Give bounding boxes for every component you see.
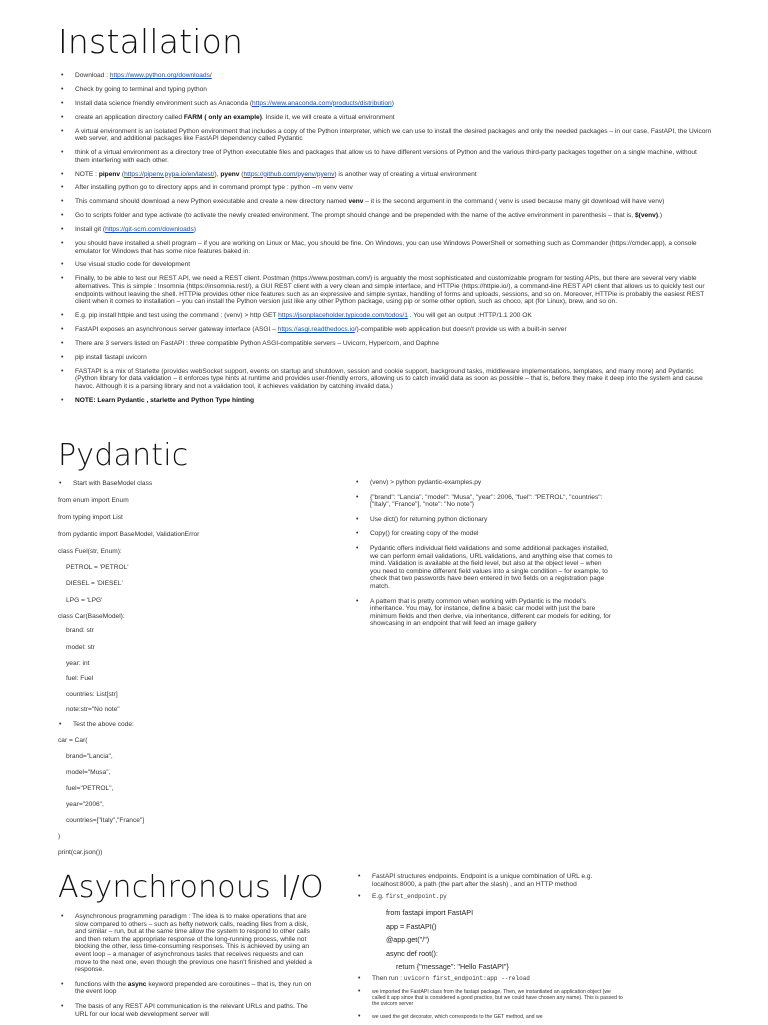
link[interactable]: https://www.python.org/downloads/ bbox=[109, 72, 212, 79]
code-note: • Test the above code: bbox=[73, 721, 134, 728]
text-segment: Install data science friendly environment such as Anaconda ( bbox=[75, 99, 253, 107]
text-segment: /)-compatible web application but doesn't provide us with a built-in server bbox=[354, 325, 567, 333]
async-notes-list bbox=[58, 913, 320, 1025]
pydantic-note bbox=[353, 494, 613, 509]
bold-text: FARM ( only an example) bbox=[183, 113, 262, 121]
text-segment: ) bbox=[391, 99, 394, 107]
code-line: class Fuel(str, Enum): bbox=[58, 548, 122, 555]
text-segment: Use visual studio code for development bbox=[75, 261, 191, 269]
text-segment: . Inside it, we will create a virtual environment bbox=[261, 113, 395, 121]
text-segment: (venv) > python pydantic-examples.py bbox=[370, 479, 482, 486]
installation-item bbox=[58, 226, 713, 234]
code-filename: first_endpoint.py bbox=[385, 893, 447, 901]
text-segment: E.g. bbox=[372, 893, 386, 901]
installation-item bbox=[58, 261, 713, 269]
pydantic-note bbox=[353, 530, 613, 538]
code-line: model="Musa", bbox=[66, 769, 111, 776]
code-line: print(car.json()) bbox=[58, 849, 103, 856]
bold-text: $(venv) bbox=[634, 212, 659, 220]
text-segment: ( bbox=[239, 170, 244, 178]
endpoint-note bbox=[355, 873, 625, 888]
installation-item bbox=[58, 326, 713, 334]
text-segment: keyword prepended are coroutines – that is, they run on the event loop bbox=[75, 980, 312, 996]
text-segment: Install git ( bbox=[75, 226, 106, 234]
text-segment: Finally, to be able to test our REST API, we need a REST client. Postman (https://www.postman.com/) is arguably the most sophisticated and customizable program for testing APIs, but there are several very viable alternatives. This is simple : Insomnia (https://insomnia.rest/), a GUI REST client with a very clean and simple interface, and HTTPie (https://httpie.io/), a command-line REST API client that allows us to quickly test our endpoints without leaving the shell. HTTPie provides other nice features such as an expressive and simple syntax, handling of forms and uploads, sessions, and so on. Moreover, HTTPie is probably the easiest REST client when it comes to installation – you can install the Python version just like any other Python package, using pip or some other option, such as choco, apt (for Linux), brew, and so on. bbox=[75, 275, 705, 306]
text-segment: Download : bbox=[75, 72, 110, 79]
bold-text: async bbox=[127, 980, 147, 988]
text-segment: we used the get decorator, which corresponds to the GET method, and we bbox=[372, 1013, 543, 1020]
async-note bbox=[58, 913, 320, 974]
pydantic-note bbox=[353, 598, 613, 628]
code-line: class Car(BaseModel): bbox=[58, 613, 125, 620]
text-segment: .) bbox=[658, 212, 663, 220]
text-segment: There are 3 servers listed on FastAPI : three compatible Python ASGI-compatible servers – Uvicorn, Hypercorn, and Daphne bbox=[75, 339, 439, 347]
code-line: DIESEL = 'DIESEL' bbox=[66, 580, 123, 587]
text-segment: After installing python go to directory apps and in command prompt type : python –m venv venv bbox=[75, 184, 353, 192]
installation-heading: Installation bbox=[58, 22, 244, 61]
bold-text: pipenv bbox=[98, 170, 121, 178]
installation-item bbox=[58, 86, 713, 94]
text-segment: we imported the FastAPI class from the fastapi package. Then, we instantiated an application object (we called it app since that is considered a good practice, but we could have chosen any name). This is passed to the uvicorn server bbox=[372, 988, 623, 1008]
installation-item bbox=[58, 149, 713, 164]
async-note bbox=[58, 981, 320, 996]
text-segment: The basis of any REST API communication is the relevant URLs and paths. The URL for our local web development server will bbox=[75, 1002, 308, 1018]
link[interactable]: https://jsonplaceholder.typicode.com/todos/1 bbox=[278, 312, 408, 320]
decorator-note bbox=[355, 1014, 625, 1020]
installation-item bbox=[58, 212, 713, 220]
installation-list bbox=[58, 72, 713, 411]
text-segment: ), bbox=[214, 170, 221, 178]
text-segment: A pattern that is pretty common when working with Pydantic is the model's inheritance. You may, for instance, define a basic car model with just the bare minimum fields and then derive, via inheritance, different car models for editing, for showcasing in an endpoint that will feed an image gallery bbox=[370, 597, 612, 628]
bold-text: pyenv bbox=[220, 170, 240, 178]
code-line: PETROL = 'PETROL' bbox=[66, 564, 129, 571]
fastapi-code-block bbox=[386, 906, 509, 974]
code-line: year="2006", bbox=[66, 801, 104, 808]
installation-item bbox=[58, 72, 713, 80]
link[interactable]: https://asgi.readthedocs.io bbox=[277, 325, 355, 333]
installation-item bbox=[58, 340, 713, 348]
installation-item bbox=[58, 171, 713, 179]
async-heading: Asynchronous I/O bbox=[58, 870, 324, 905]
code-line: async def root(): bbox=[386, 948, 438, 958]
text-segment: you should have installed a shell program – if you are working on Linux or Mac, you should be fine. On Windows, you can use Windows PowerShell or something such as Commander (https://cmder.app), a console emulator for Windows that has some nice features baked in. bbox=[75, 239, 697, 255]
code-line: from fastapi import FastAPI bbox=[386, 908, 474, 917]
pydantic-notes-list bbox=[353, 479, 613, 635]
code-line: from enum import Enum bbox=[58, 497, 129, 504]
installation-item bbox=[58, 198, 713, 206]
text-segment: FastAPI exposes an asynchronous server gateway interface (ASGI – bbox=[75, 325, 278, 333]
code-line: car = Car( bbox=[58, 737, 88, 744]
text-segment: Pydantic offers individual field validations and some additional packages installed, we can perform email validations, URL validations, and anything else that comes to mind. Validation is available at the field level, but also at the object level – when you need to combine different field values into a single condition – for example, to check that two passwords have been entered in two fields on a registration page match. bbox=[370, 544, 613, 590]
code-line: model: str bbox=[66, 644, 95, 651]
code-line: LPG = 'LPG' bbox=[66, 597, 103, 604]
pydantic-heading: Pydantic bbox=[58, 438, 189, 473]
code-line: year: int bbox=[66, 660, 90, 667]
installation-item bbox=[58, 128, 713, 143]
endpoint-run-list bbox=[355, 975, 625, 1020]
link[interactable]: https://git-scm.com/downloads bbox=[105, 226, 194, 234]
run-command-note bbox=[355, 975, 625, 983]
text-segment: functions with the bbox=[75, 980, 128, 988]
text-segment: Copy() for creating copy of the model bbox=[370, 530, 479, 538]
installation-item bbox=[58, 240, 713, 255]
code-line: ) bbox=[58, 833, 61, 840]
text-segment: FastAPI structures endpoints. Endpoint is a unique combination of URL e.g. localhost:8000, a path (the part after the slash) , and an HTTP method bbox=[372, 873, 593, 888]
text-segment: pip install fastapi uvicorn bbox=[75, 353, 147, 361]
text-segment: {"brand": "Lancia", "model": "Musa", "year": 2006, "fuel": "PETROL", "countries": ["Italy", "France"], "note": "No note"} bbox=[370, 493, 603, 509]
text-segment: Then run : bbox=[372, 975, 404, 982]
code-line: brand: str bbox=[66, 627, 94, 634]
text-segment: NOTE : bbox=[75, 170, 99, 178]
link[interactable]: https://github.com/pyenv/pyenv bbox=[243, 170, 335, 178]
text-segment: ) is another way of creating a virtual environment bbox=[334, 170, 477, 178]
code-line: from pydantic import BaseModel, ValidationError bbox=[58, 531, 200, 538]
code-line: app = FastAPI() bbox=[386, 921, 437, 931]
text-segment: – it is the second argument in the command ( venv is used because many git download will have venv) bbox=[363, 198, 665, 206]
text-segment: FASTAPI is a mix of Starlette (provides webSocket support, events on startup and shutdown, session and cookie support, background tasks, middleware implementations, templates, and many more) and Pydantic (Python library for data validation – it enforces type hints at runtime and provides user-friendly errors, allowing us to catch invalid data as soon as possible – that is, before they make it deep into the system and cause havoc. Although it is a parsing library and not a validation tool, it achieves validation by catching invalid data.) bbox=[75, 367, 703, 390]
text-segment: Use dict() for returning python dictionary bbox=[370, 515, 488, 523]
text-segment: Go to scripts folder and type activate (to activate the newly created environment. The prompt should change and be prepended with the name of the active environment in parenthesis – that is, bbox=[75, 212, 635, 220]
code-line: return {"message": "Hello FastAPI"} bbox=[396, 962, 509, 971]
code-line: fuel: Fuel bbox=[66, 675, 94, 682]
import-note bbox=[355, 989, 625, 1008]
text-segment: A virtual environment is an isolated Python environment that includes a copy of the Python interpreter, which we can use to install the desired packages and only the needed packages – in our case, FastAPI, the Uvicorn web server, and additional packages like FastAPI dependency called Pydantic bbox=[75, 127, 712, 143]
endpoint-note bbox=[355, 893, 625, 901]
run-command: uvicorn first_endpoint:app --reload bbox=[403, 975, 530, 982]
installation-item bbox=[58, 100, 713, 108]
installation-item bbox=[58, 114, 713, 122]
text-segment: Check by going to terminal and typing python bbox=[75, 85, 207, 93]
endpoint-notes-list bbox=[355, 873, 625, 906]
installation-item bbox=[58, 368, 713, 391]
installation-item bbox=[58, 354, 713, 362]
code-line: brand="Lancia", bbox=[66, 753, 113, 760]
pydantic-note bbox=[353, 516, 613, 524]
text-segment: think of a virtual environment as a directory tree of Python executable files and packages that allow us to have different versions of Python and the various third-party packages together on a single machine, without them interfering with each other. bbox=[75, 149, 697, 164]
link[interactable]: https://www.anaconda.com/products/distribution bbox=[252, 99, 392, 107]
text-segment: This command should download a new Python executable and create a new directory named bbox=[75, 198, 349, 206]
text-segment: ) bbox=[193, 226, 196, 234]
text-segment: ( bbox=[120, 170, 125, 178]
link[interactable]: https://pipenv.pypa.io/en/latest/ bbox=[124, 170, 215, 178]
text-segment: Asynchronous programming paradigm : The idea is to make operations that are slow compared to others – such as hefty network calls, reading files from a disk, and similar – run, but at the same time allow the system to respond to other calls and then return the appropriate response of the long-running process, while not blocking the other, less time-consuming responses. This is achieved by using an event loop – a manager of asynchronous tasks that receives requests and can move to the next one, even though the previous one hasn't finished and yielded a response. bbox=[75, 913, 312, 974]
installation-item bbox=[58, 275, 713, 305]
code-line: note:str="No note" bbox=[66, 706, 120, 713]
code-line: fuel="PETROL", bbox=[66, 785, 114, 792]
pydantic-note bbox=[353, 545, 613, 591]
installation-item bbox=[58, 184, 713, 192]
bold-text: NOTE: Learn Pydantic , starlette and Python Type hinting bbox=[75, 396, 255, 404]
installation-item bbox=[58, 312, 713, 320]
installation-item bbox=[58, 397, 713, 405]
text-segment: E.g. pip install httpie and test using the command : (venv) > http GET bbox=[75, 312, 279, 320]
code-note: • Start with BaseModel class bbox=[73, 480, 152, 487]
text-segment: create an application directory called bbox=[75, 113, 184, 121]
pydantic-note bbox=[353, 479, 613, 487]
async-note bbox=[58, 1003, 320, 1018]
text-segment: . You will get an output :HTTP/1.1 200 OK bbox=[407, 312, 532, 320]
bold-text: venv bbox=[348, 198, 364, 206]
code-line: countries=["Italy","France"] bbox=[66, 817, 145, 824]
code-line: countries: List[str] bbox=[66, 691, 118, 698]
code-line: @app.get("/") bbox=[386, 935, 430, 944]
code-line: from typing import List bbox=[58, 514, 123, 521]
